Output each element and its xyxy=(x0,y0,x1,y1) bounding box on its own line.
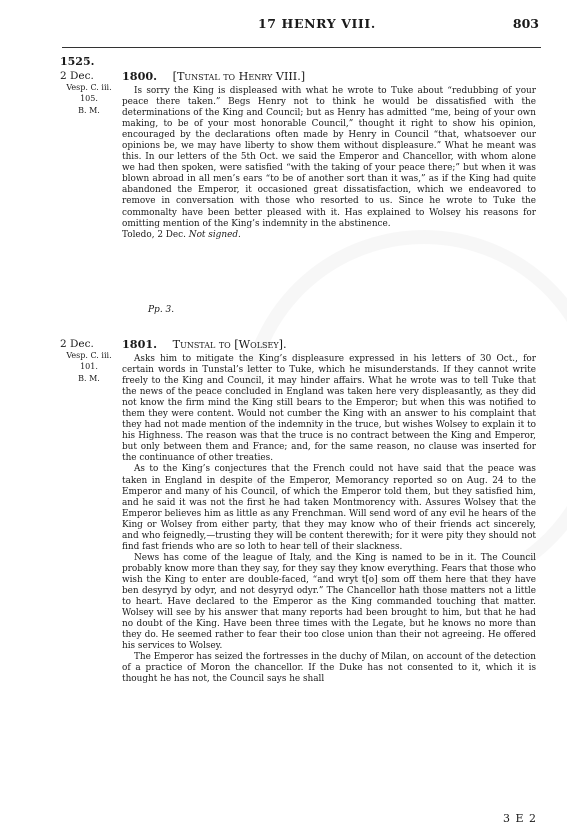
header-rule xyxy=(62,47,541,48)
manuscript-folio: 101. xyxy=(80,362,98,372)
entry-title: Tunstal to [Wolsey]. xyxy=(172,338,287,351)
repository-label: B. M. xyxy=(78,105,100,115)
manuscript-reference: Vesp. C. iii. xyxy=(66,83,112,93)
entry-closing-line xyxy=(122,230,536,241)
entry-paragraph: Asks him to mitigate the King’s displeasure expressed in his letters of 30 Oct., for certain words in Tunstal’s letter to Tuke, which he misunderstands. If they cannot write freely to the King and Council, it may hinder affairs. What he wrote was to tell Tuke that the news of the peace concluded in England was taken here very displeasantly, as they did not know the firm mind the King still bears to the Emperor; but when this was notified to them they were content. Would not cumber the King with an answer to his complaint that they had not made mention of the indemnity in the truce, but wishes Wolsey to explain it to his Highness. The reason was that the truce is no contract between the King and Emperor, but only between them and France; and, for the same reason, no clause was inserted for the continuance of other treaties. xyxy=(122,354,536,464)
year-label: 1525. xyxy=(60,55,95,68)
page-number: 803 xyxy=(512,16,539,31)
entry-date: 2 Dec. xyxy=(60,70,94,82)
entry-paragraph: Is sorry the King is displeased with what he wrote to Tuke about “redubbing of your peace there taken.” Begs Henry not to think he would be dissatisfied with the determinations of the King and Council; but as Henry has admitted “me, being of your own making, to be of your most honorable Council,” thought it right to show his opinion, encouraged by the declarations often made by Henry in Council “that, whatsoever our opinions be, we may have liberty to show them without displeasure.” What he meant was this. In our letters of the 5th Oct. we said the Emperor and Chancellor, with whom alone we had then spoken, were satisfied “with the taking of your peace there;” but when it was blown abroad in all men’s ears “to be of another sort than it was,” as if the King had quite abandoned the Emperor, it occasioned great dissatisfaction, which we endeavored to remove in conversation with those who resorted to us. Since he wrote to Tuke the commonalty have been better pleased with it. Has explained to Wolsey his reasons for omitting mention of the King’s indemnity in the abstinence. xyxy=(122,86,536,229)
entry-paragraph: The Emperor has seized the fortresses in the duchy of Milan, on account of the detection of a practice of Moron the chancellor. If the Duke has not consented to it, which it is thought he has not, the Council says he shall xyxy=(122,652,536,685)
entry-1801-margin-notes xyxy=(60,339,118,384)
signature-mark: 3 E 2 xyxy=(502,812,537,825)
running-head xyxy=(0,16,567,38)
entry-1800-margin xyxy=(60,56,118,67)
entry-number: 1800. xyxy=(122,69,158,83)
entry-title: [Tunstal to Henry VIII.] xyxy=(172,70,306,83)
repository-label: B. M. xyxy=(78,373,100,383)
running-head-title: 17 HENRY VIII. xyxy=(258,16,376,31)
closing-place-date: Toledo, 2 Dec. xyxy=(122,229,186,240)
manuscript-reference: Vesp. C. iii. xyxy=(66,351,112,361)
entry-1800-margin-notes xyxy=(60,71,118,116)
entry-1801-heading xyxy=(122,337,287,351)
entry-paragraph: News has come of the league of Italy, and the King is named to be in it. The Council probably know more than they say, for they say they know everything. Fears that those who wish the King to enter are double-faced, “and wryt t[o] som off them here that they have ben desyryd by odyr, and not desyryd odyr.” The Chancellor hath those matters not a little to heart. Have declared to the Emperor as the King commanded touching that matter. Wolsey will see by his answer that many reports had been brought to him, but that he had no doubt of the King. Have been three times with the Legate, but he knows no more than they do. He seemed rather to fear their too close union than their not agreeing. He offered his services to Wolsey. xyxy=(122,552,536,652)
entry-1801-body xyxy=(122,354,536,685)
entry-date: 2 Dec. xyxy=(60,338,94,350)
entry-1800-body xyxy=(122,86,536,241)
entry-number: 1801. xyxy=(122,337,158,351)
entry-1800-heading xyxy=(122,69,305,83)
entry-paragraph: As to the King’s conjectures that the French could not have said that the peace was taken in England in despite of the Emperor, Memorancy reported so on Aug. 24 to the Emperor and many of his Council, of which the Emperor told them, but they satisfied him, and he said it was not the first he had taken Montmorency with. Assures Wolsey that the Emperor believes him as little as any Frenchman. Will send word of any evil he hears of the King or Wolsey from either party, that they may know who of their friends act sincerely, and who feignedly,—trusting they will be content therewith; for it were pity they should not find fast friends who are so loth to hear tell of their slackness. xyxy=(122,464,536,552)
closing-note: Not signed. xyxy=(188,229,241,240)
page-count: Pp. 3. xyxy=(148,305,175,315)
manuscript-folio: 105. xyxy=(80,94,98,104)
